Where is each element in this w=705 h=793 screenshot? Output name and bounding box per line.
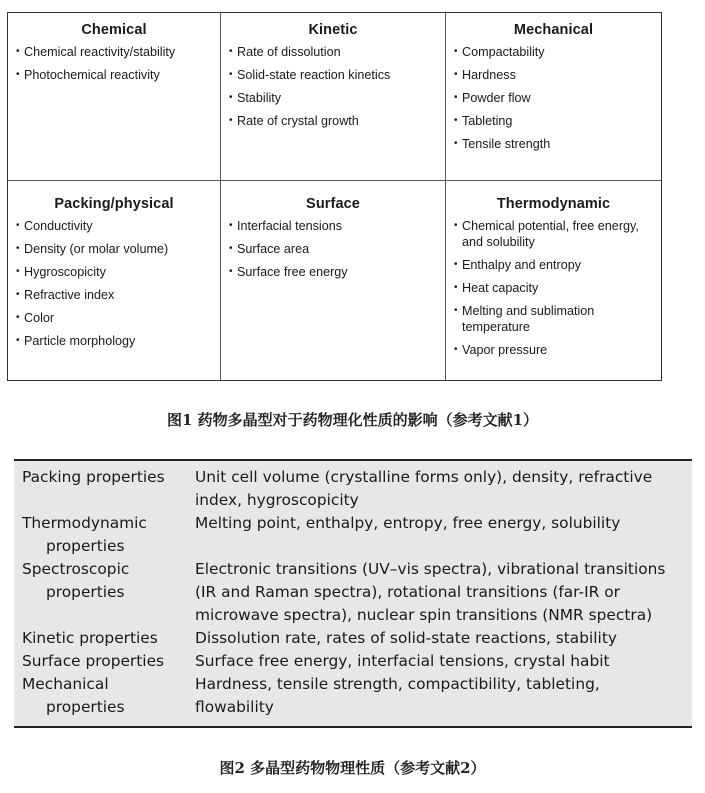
cell-list	[227, 218, 439, 280]
row-label-line: Packing properties	[22, 468, 165, 486]
table-row	[14, 558, 692, 627]
row-label	[22, 627, 190, 650]
cell-list	[14, 44, 214, 83]
row-label	[22, 673, 190, 719]
properties-table	[14, 459, 692, 728]
row-label-line: Mechanical	[22, 675, 109, 693]
row-value-line: Surface free energy, interfacial tensions, crystal habit	[195, 652, 610, 670]
cell-list	[14, 218, 214, 349]
row-value-line: Electronic transitions (UV–vis spectra), vibrational transitions	[195, 560, 666, 578]
table-row	[14, 673, 692, 719]
row-label-line: properties	[46, 698, 125, 716]
list-item: • Powder flow	[452, 90, 655, 106]
cell-title: Thermodynamic	[496, 196, 611, 212]
list-item: • Melting and sublimation temperature	[452, 303, 655, 335]
list-item: • Refractive index	[14, 287, 214, 303]
list-item: • Compactability	[452, 44, 655, 60]
row-label	[22, 512, 190, 558]
table-row	[14, 650, 692, 673]
list-item: • Surface free energy	[227, 264, 439, 280]
list-item: • Surface area	[227, 241, 439, 257]
list-item: • Rate of dissolution	[227, 44, 439, 60]
row-value-line: flowability	[195, 698, 274, 716]
row-label-line: properties	[46, 583, 125, 601]
list-item: • Chemical potential, free energy, and solubility	[452, 218, 655, 250]
grid-cell-thermodynamic	[446, 181, 661, 380]
cell-title: Kinetic	[308, 22, 358, 38]
row-value-line	[195, 535, 691, 558]
row-label-line: properties	[46, 537, 125, 555]
row-value-line: microwave spectra), nuclear spin transitions (NMR spectra)	[195, 606, 653, 624]
list-item: • Chemical reactivity/stability	[14, 44, 214, 60]
table-row	[14, 466, 692, 512]
grid-cell-surface	[221, 181, 446, 380]
row-value	[195, 650, 691, 673]
list-item: • Heat capacity	[452, 280, 655, 296]
list-item: • Photochemical reactivity	[14, 67, 214, 83]
row-label-line: Thermodynamic	[22, 514, 147, 532]
row-value	[195, 627, 691, 650]
figure2-caption: 图2 多晶型药物物理性质（参考文献2）	[219, 759, 486, 777]
list-item: • Particle morphology	[14, 333, 214, 349]
cell-list	[452, 44, 655, 152]
list-item: • Color	[14, 310, 214, 326]
row-value	[195, 558, 691, 627]
cell-list	[452, 218, 655, 358]
row-value-line: (IR and Raman spectra), rotational transitions (far-IR or	[195, 583, 620, 601]
list-item: • Vapor pressure	[452, 342, 655, 358]
row-value-line: Dissolution rate, rates of solid-state reactions, stability	[195, 629, 617, 647]
list-item: • Interfacial tensions	[227, 218, 439, 234]
list-item: • Tableting	[452, 113, 655, 129]
list-item: • Tensile strength	[452, 136, 655, 152]
row-value	[195, 466, 691, 512]
row-value-line: Hardness, tensile strength, compactibility, tableting,	[195, 675, 600, 693]
table-row	[14, 512, 692, 558]
cell-title: Mechanical	[513, 22, 594, 38]
row-value-line: Melting point, enthalpy, entropy, free energy, solubility	[195, 514, 621, 532]
row-value-line: Unit cell volume (crystalline forms only), density, refractive	[195, 468, 653, 486]
cell-title: Packing/physical	[54, 196, 174, 212]
row-label	[22, 466, 190, 489]
grid-cell-chemical	[8, 13, 221, 181]
row-label-line: Kinetic properties	[22, 629, 158, 647]
list-item: • Density (or molar volume)	[14, 241, 214, 257]
figure1-caption: 图1 药物多晶型对于药物理化性质的影响（参考文献1）	[166, 411, 539, 429]
list-item: • Hygroscopicity	[14, 264, 214, 280]
list-item: • Conductivity	[14, 218, 214, 234]
row-value	[195, 512, 691, 558]
grid-cell-kinetic	[221, 13, 446, 181]
row-label-line: Spectroscopic	[22, 560, 130, 578]
row-value	[195, 673, 691, 719]
grid-cell-packing-physical	[8, 181, 221, 380]
list-item: • Enthalpy and entropy	[452, 257, 655, 273]
cell-title: Surface	[306, 196, 360, 212]
property-grid-figure	[7, 12, 662, 381]
list-item: • Hardness	[452, 67, 655, 83]
list-item: • Stability	[227, 90, 439, 106]
row-value-line: index, hygroscopicity	[195, 491, 359, 509]
grid-cell-mechanical	[446, 13, 661, 181]
cell-list	[227, 44, 439, 129]
table-row	[14, 627, 692, 650]
cell-title: Chemical	[81, 22, 147, 38]
row-label	[22, 650, 190, 673]
list-item: • Rate of crystal growth	[227, 113, 439, 129]
row-label	[22, 558, 190, 604]
list-item: • Solid-state reaction kinetics	[227, 67, 439, 83]
row-label-line: Surface properties	[22, 652, 165, 670]
